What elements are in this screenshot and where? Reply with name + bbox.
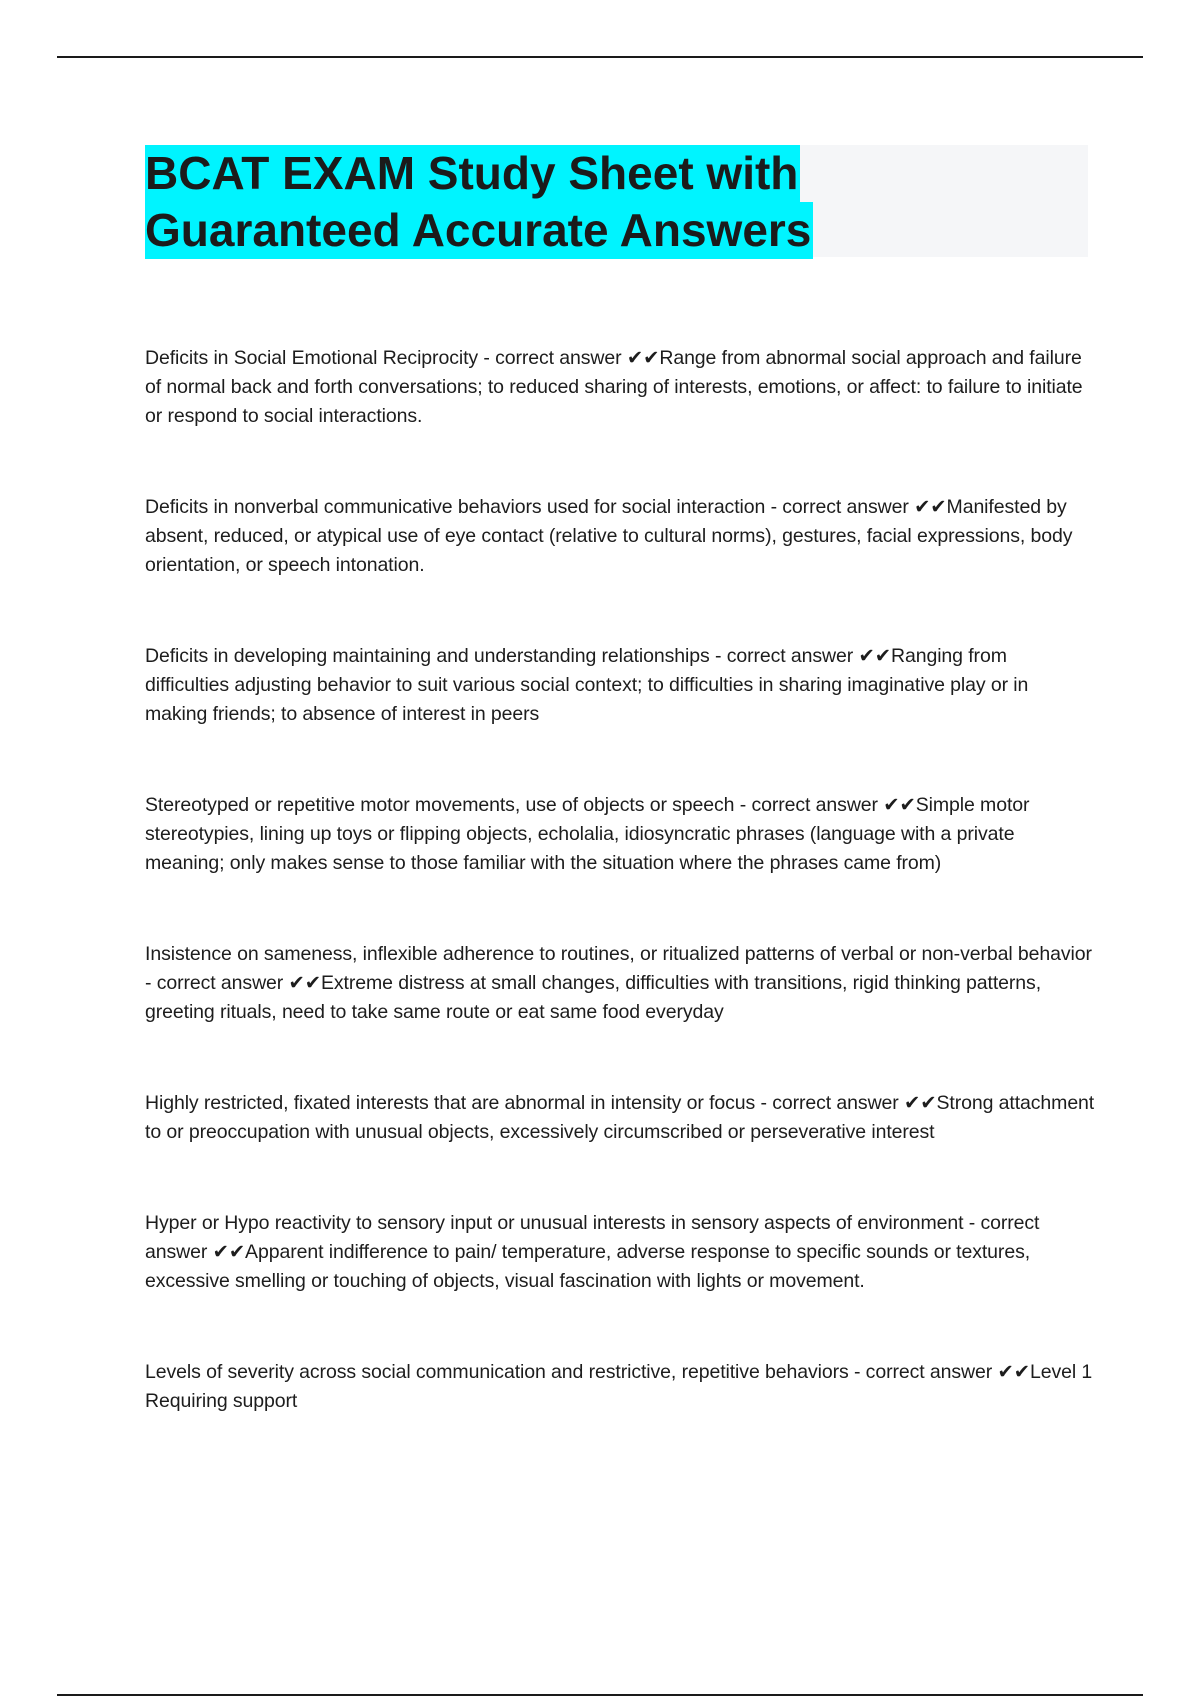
qa-item: Insistence on sameness, inflexible adherence to routines, or ritualized patterns of verbal or non-verbal behavior - correct answer ✔✔Extreme distress at small changes, difficulties with transitions, rigid thinking patterns, greeting rituals, need to take same route or eat same food everyday (145, 943, 1092, 1023)
qa-item: Deficits in Social Emotional Reciprocity - correct answer ✔✔Range from abnormal social approach and failure of normal back and forth conversations; to reduced sharing of interests, emotions, or affect: to failure to initiate or respond to social interactions. (145, 347, 1083, 427)
bottom-rule (57, 1694, 1143, 1696)
title-line-1: BCAT EXAM Study Sheet with (145, 145, 800, 202)
qa-item: Stereotyped or repetitive motor movements, use of objects or speech - correct answer ✔✔Simple motor stereotypies, lining up toys or flipping objects, echolalia, idiosyncratic phrases (language with a private meaning; only makes sense to those familiar with the situation where the phrases came from) (145, 794, 1030, 874)
qa-item: Hyper or Hypo reactivity to sensory input or unusual interests in sensory aspects of environment - correct answer ✔✔Apparent indifference to pain/ temperature, adverse response to specific sounds or textures, excessive smelling or touching of objects, visual fascination with lights or movement. (145, 1212, 1040, 1292)
qa-item: Deficits in nonverbal communicative behaviors used for social interaction - correct answer ✔✔Manifested by absent, reduced, or atypical use of eye contact (relative to cultural norms), gestures, facial expressions, body orientation, or speech intonation. (145, 496, 1073, 576)
qa-item: Highly restricted, fixated interests that are abnormal in intensity or focus - correct answer ✔✔Strong attachment to or preoccupation with unusual objects, excessively circumscribed or perseverative interest (145, 1092, 1095, 1143)
qa-item: Deficits in developing maintaining and understanding relationships - correct answer ✔✔Ranging from difficulties adjusting behavior to suit various social context; to difficulties in sharing imaginative play or in making friends; to absence of interest in peers (145, 645, 1029, 725)
qa-item: Levels of severity across social communication and restrictive, repetitive behaviors - correct answer ✔✔Level 1 Requiring support (145, 1361, 1093, 1412)
qa-list (145, 344, 1095, 1416)
top-rule (57, 56, 1143, 58)
page-title (145, 145, 813, 259)
title-line-2: Guaranteed Accurate Answers (145, 202, 813, 259)
